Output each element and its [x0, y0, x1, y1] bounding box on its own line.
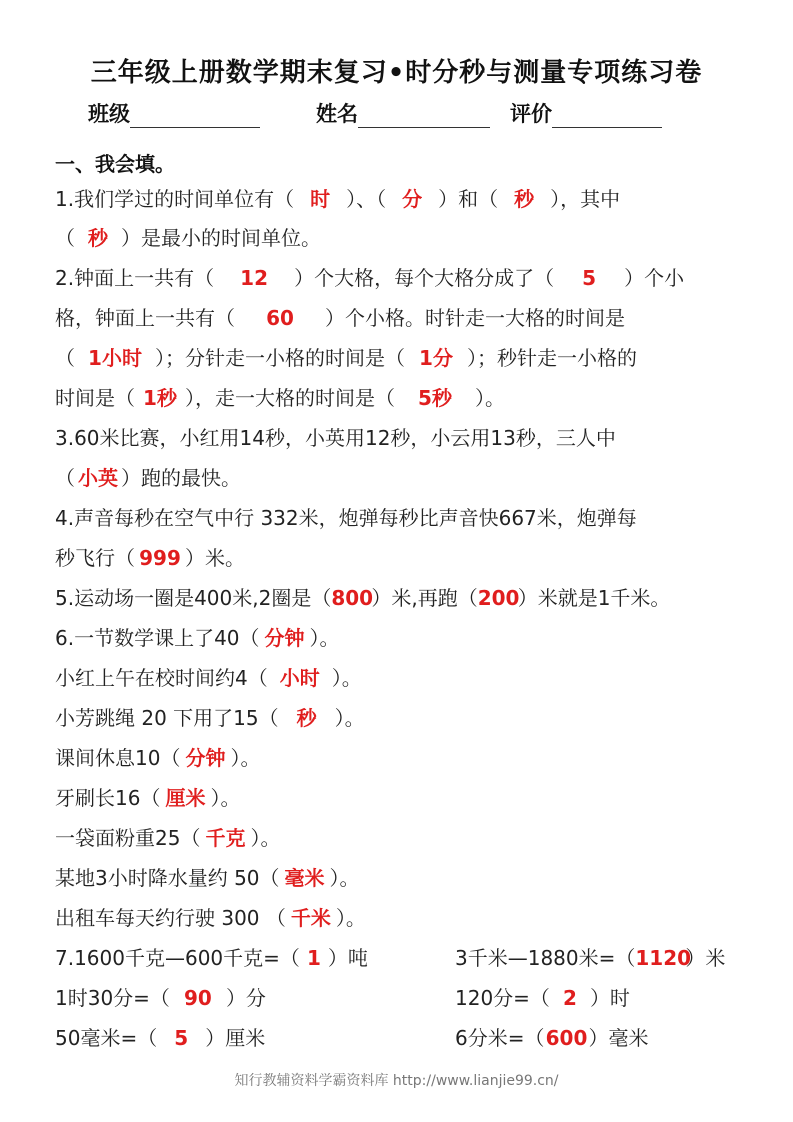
q7-row1-left [55, 942, 368, 974]
answer: 12 [240, 266, 269, 290]
grade-blank[interactable] [552, 105, 662, 128]
q7-row3-right [455, 1022, 648, 1054]
section-heading: 一、我会填。 [55, 152, 175, 176]
answer: 90 [184, 986, 212, 1010]
question-text: （ [55, 466, 75, 490]
question-text: 某地3小时降水量约 50（ [55, 866, 280, 890]
answer: 小英 [78, 466, 118, 490]
question-text: ）；分针走一小格的时间是（ [155, 346, 405, 370]
q7-row2-left [55, 982, 266, 1014]
q6-line3 [55, 702, 365, 734]
page-title: 三年级上册数学期末复习•时分秒与测量专项练习卷 [90, 58, 703, 88]
question-text: （ [55, 226, 75, 250]
question-text: ）米。 [185, 546, 245, 570]
question-text: ）、（ [346, 187, 387, 211]
question-text: 格，钟面上一共有（ [55, 306, 235, 330]
answer: 200 [477, 586, 520, 610]
question-text: 秒飞行（ [55, 546, 135, 570]
question-text: 一袋面粉重25（ [55, 826, 201, 850]
question-text: ）米就是1千米。 [517, 586, 671, 610]
answer: 1小时 [88, 346, 142, 370]
answer: 秒 [296, 706, 317, 730]
question-text: ）。 [475, 386, 505, 410]
answer: 小时 [279, 666, 320, 690]
question-text: ）。 [230, 746, 261, 770]
answer: 600 [545, 1026, 588, 1050]
q2-line2 [55, 302, 625, 334]
answer: 1秒 [143, 386, 177, 410]
answer: 2 [562, 986, 577, 1010]
answer: 分 [402, 187, 423, 211]
answer: 1 [306, 946, 321, 970]
question-text: ）时 [589, 986, 630, 1010]
q2-line1 [55, 262, 684, 294]
question-text: ）毫米 [588, 1026, 649, 1050]
q7-row1-right [455, 942, 725, 974]
answer: 时 [310, 187, 331, 211]
class-label: 班级 [88, 102, 130, 126]
question-text: ）吨 [327, 946, 368, 970]
name-blank[interactable] [358, 105, 490, 128]
q7-row2-right [455, 982, 630, 1014]
question-text: 2.钟面上一共有（ [55, 266, 215, 290]
question-text: 1.我们学过的时间单位有（ [55, 187, 295, 211]
question-text: ）跑的最快。 [121, 466, 241, 490]
question-text: 小红上午在校时间约4（ [55, 666, 268, 690]
q1-line1 [55, 183, 620, 215]
question-text: 6分米=（ [455, 1026, 545, 1050]
question-text: ）厘米 [205, 1026, 266, 1050]
grade-label: 评价 [510, 102, 552, 126]
q3-line2 [55, 462, 241, 494]
question-text: ）个小 [624, 266, 685, 290]
q6-line8 [55, 902, 366, 934]
answer: 5秒 [418, 386, 452, 410]
answer: 1分 [419, 346, 453, 370]
answer: 1120 [635, 946, 692, 970]
q3-line1: 3.60米比赛，小红用14秒，小英用12秒，小云用13秒，三人中 [55, 426, 616, 450]
question-text: ）个大格，每个大格分成了（ [294, 266, 555, 290]
q1-line2 [55, 222, 321, 254]
answer: 秒 [88, 226, 108, 250]
answer: 千克 [205, 826, 246, 850]
question-text: ）分 [225, 986, 266, 1010]
answer: 分钟 [185, 746, 226, 770]
grade-field [510, 98, 662, 128]
answer: 厘米 [165, 786, 206, 810]
question-text: 1时30分=（ [55, 986, 170, 1010]
name-label: 姓名 [316, 102, 358, 126]
question-text: 牙刷长16（ [55, 786, 161, 810]
question-text: （ [55, 346, 75, 370]
class-field [88, 98, 260, 128]
question-text: 5.运动场一圈是400米,2圈是（ [55, 586, 332, 610]
question-text: 时间是（ [55, 386, 135, 410]
q5-line1 [55, 582, 670, 614]
question-text: ）。 [309, 626, 340, 650]
question-text: ），其中 [550, 187, 621, 211]
q6-line6 [55, 822, 280, 854]
q6-line7 [55, 862, 360, 894]
q6-line2 [55, 662, 362, 694]
q4-line2 [55, 542, 245, 574]
answer: 60 [266, 306, 294, 330]
question-text: ）；秒针走一小格的 [467, 346, 637, 370]
answer: 毫米 [284, 866, 325, 890]
q7-row3-left [55, 1022, 265, 1054]
question-text: ）。 [335, 906, 366, 930]
answer: 999 [139, 546, 181, 570]
answer: 800 [331, 586, 374, 610]
question-text: ）个小格。时针走一大格的时间是 [325, 306, 625, 330]
question-text: ）。 [329, 866, 360, 890]
question-text: 6.一节数学课上了40（ [55, 626, 260, 650]
class-blank[interactable] [130, 105, 260, 128]
question-text: ）。 [331, 666, 362, 690]
question-text: ），走一大格的时间是（ [185, 386, 395, 410]
q2-line4 [55, 382, 505, 414]
question-text: ）米,再跑（ [371, 586, 478, 610]
name-field [316, 98, 490, 128]
question-text: 课间休息10（ [55, 746, 181, 770]
question-text: 7.1600千克—600千克=（ [55, 946, 300, 970]
question-text: 3千米—1880米=（ [455, 946, 636, 970]
question-text: ）。 [210, 786, 241, 810]
q2-line3 [55, 342, 637, 374]
question-text: ）。 [334, 706, 365, 730]
footer-watermark: 知行教辅资料学霸资料库 http://www.lianjie99.cn/ [234, 1073, 559, 1089]
q4-line1: 4.声音每秒在空气中行 332米，炮弹每秒比声音快667米，炮弹每 [55, 506, 637, 530]
question-text: ）米 [685, 946, 726, 970]
question-text: ）是最小的时间单位。 [121, 226, 321, 250]
question-text: 出租车每天约行驶 300 （ [55, 906, 286, 930]
answer: 5 [174, 1026, 189, 1050]
question-text: 50毫米=（ [55, 1026, 158, 1050]
answer: 5 [582, 266, 597, 290]
q6-line4 [55, 742, 260, 774]
question-text: 120分=（ [455, 986, 550, 1010]
answer: 秒 [514, 187, 535, 211]
question-text: ）。 [250, 826, 281, 850]
question-text: 小芳跳绳 20 下用了15（ [55, 706, 279, 730]
q6-line5 [55, 782, 240, 814]
answer: 分钟 [264, 626, 305, 650]
q6-line1 [55, 622, 340, 654]
question-text: ）和（ [438, 187, 499, 211]
answer: 千米 [290, 906, 331, 930]
